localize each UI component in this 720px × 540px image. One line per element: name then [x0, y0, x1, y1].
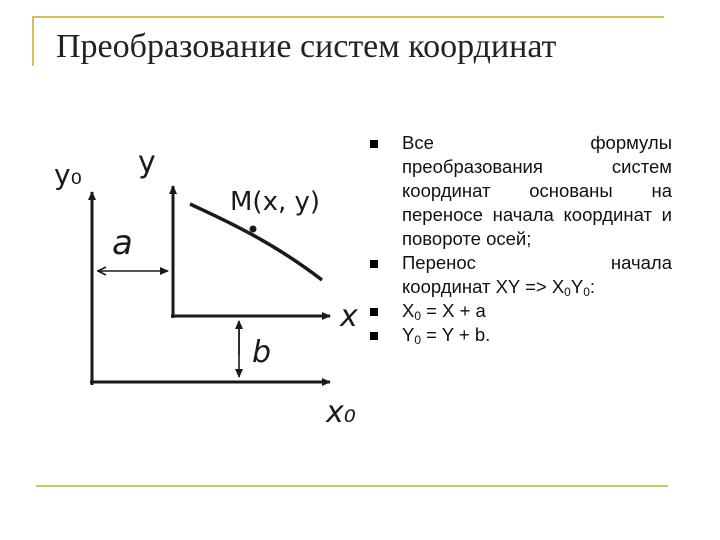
bullet-1-first-line: [402, 131, 672, 155]
bullet-2-first-line: [402, 251, 672, 275]
bullet-3-pre: X: [402, 300, 415, 321]
bullet-4-pre: Y: [402, 324, 415, 345]
bullet-marker: [370, 308, 378, 316]
bullet-4: [370, 323, 672, 347]
bullet-2-text: [402, 275, 672, 299]
coordinate-diagram: [40, 140, 370, 440]
label-y0: y₀: [54, 158, 82, 191]
bullet-4-post: = Y + b.: [421, 324, 491, 345]
bullet-list: [370, 131, 672, 347]
bullet-marker: [370, 332, 378, 340]
bullet-2-pre: координат XY => X: [402, 276, 565, 297]
bullet-2-sub-1: 0: [564, 285, 571, 299]
label-x0: x₀: [326, 395, 356, 430]
label-point-m: M(x, y): [230, 187, 321, 217]
frame-top-line: [32, 16, 664, 18]
bullet-2-mid: Y: [570, 276, 584, 297]
label-x: x: [340, 299, 358, 334]
bullet-2-word-1: Перенос: [402, 252, 476, 273]
bullet-marker: [370, 260, 378, 268]
bullet-marker: [370, 140, 378, 148]
frame-bottom-line: [36, 485, 668, 487]
bullet-1: [370, 131, 672, 251]
bullet-3-post: = X + a: [421, 300, 486, 321]
label-a: a: [112, 223, 133, 263]
bullet-2-post: :: [589, 276, 596, 297]
label-y: y: [138, 145, 156, 180]
label-b: b: [252, 335, 272, 370]
bullet-2: [370, 251, 672, 299]
bullet-2-word-2: начала: [610, 252, 672, 273]
bullet-1-text: преобразования систем координат основаны на переносе начала координат и повороте осей;: [402, 156, 672, 249]
slide-title: Преобразование систем координат: [56, 28, 557, 65]
bullet-1-word-1: Все: [402, 132, 434, 153]
point-m: [250, 226, 257, 233]
bullet-1-word-2: формулы: [590, 132, 672, 153]
bullet-2-sub-2: 0: [583, 285, 590, 299]
bullet-3: [370, 299, 672, 323]
bullet-4-sub: 0: [414, 333, 422, 347]
frame-left-line: [32, 16, 34, 66]
bullet-3-sub: 0: [414, 309, 422, 323]
